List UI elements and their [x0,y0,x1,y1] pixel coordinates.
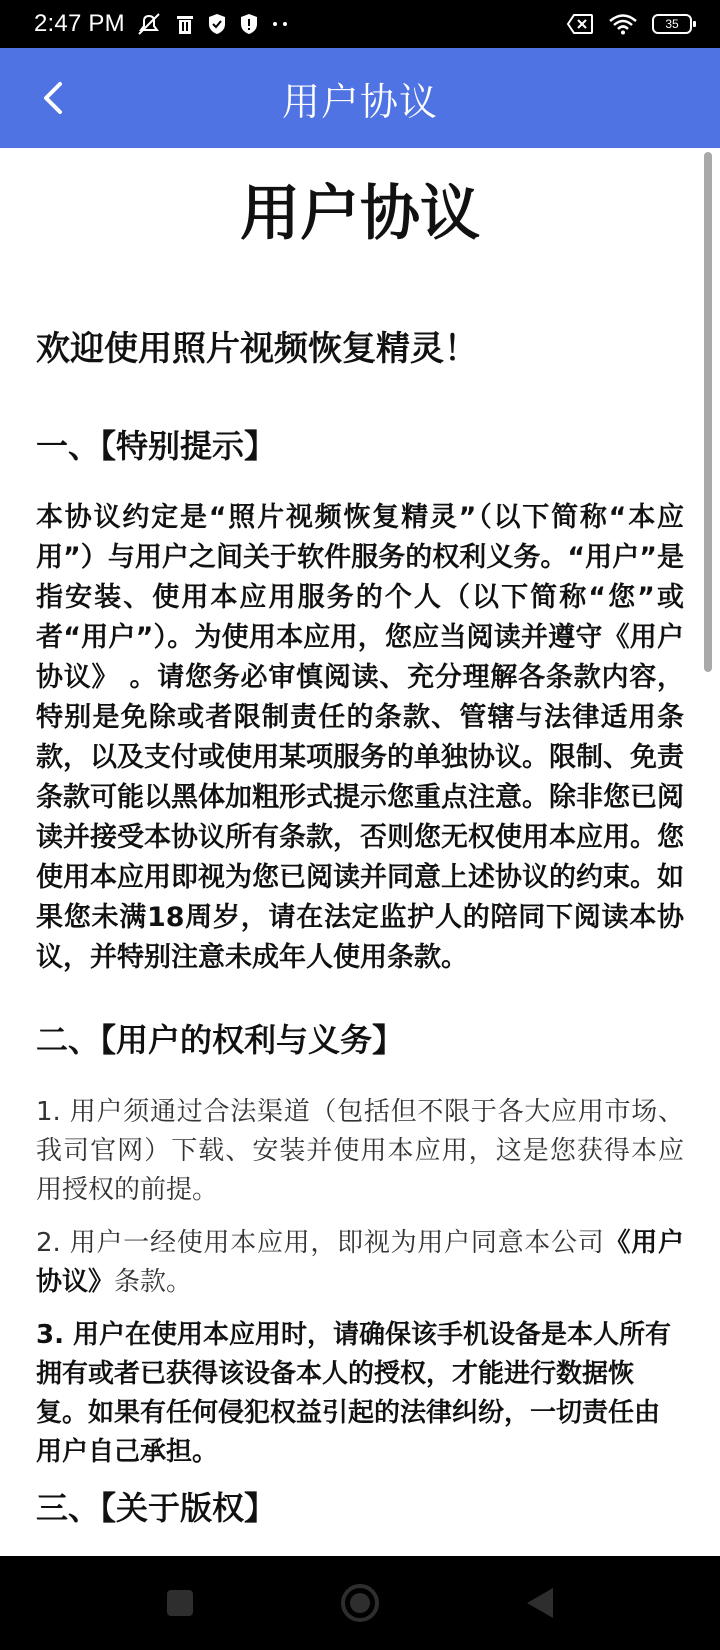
nav-home-button[interactable] [330,1573,390,1633]
status-left [34,10,289,38]
security-alert-icon [239,13,259,35]
nav-recents-button[interactable] [150,1573,210,1633]
sim-disabled-icon [566,13,594,35]
shield-icon [207,13,227,35]
circle-home-icon [339,1582,381,1624]
section-1-body: 本协议约定是“照片视频恢复精灵”（以下简称“本应用”）与用户之间关于软件服务的权利义务。“用户”是指安装、使用本应用服务的个人（以下简称“您”或者“用户”）。为使用本应用，您应当阅读并遵守《用户协议》 。请您务必审慎阅读、充分理解各条款内容，特别是免除或者限制责任的条款、管辖与法律适用条款，以及支付或使用某项服务的单独协议。限制、免责条款可能以黑体加粗形式提示您重点注意。除非您已阅读并接受本协议所有条款，否则您无权使用本应用。您使用本应用即视为您已阅读并同意上述协议的约束。如果您未满18周岁，请在法定监护人的陪同下阅读本协议，并特别注意未成年人使用条款。 [36,502,684,973]
section-1-heading: 一、【特别提示】 [36,426,277,465]
scrollbar-thumb[interactable] [704,152,712,672]
battery-indicator [652,14,692,34]
section-2-item-1: 1. 用户须通过合法渠道（包括但不限于各大应用市场、我司官网）下载、安装并使用本应用，这是您获得本应用授权的前提。 [36,1096,684,1205]
item-2-suffix: 条款。 [114,1266,193,1297]
document-title: 用户协议 [240,179,480,249]
section-3-heading: 三、【关于版权】 [36,1488,277,1527]
wifi-icon [608,13,638,35]
battery-level: 35 [665,17,679,31]
status-notification-icons [135,12,289,36]
trash-icon [175,13,195,35]
user-agreement-link-text: 《用户协议》 [36,1227,684,1297]
app-bar [0,48,720,148]
nav-back-button[interactable] [510,1573,570,1633]
status-right [566,13,692,35]
mute-notification-icon [135,12,163,36]
agreement-content[interactable] [0,148,720,1556]
square-recents-icon [165,1588,195,1618]
status-bar [0,0,720,48]
welcome-heading: 欢迎使用照片视频恢复精灵！ [36,329,478,369]
chevron-left-icon [40,80,68,116]
more-dots-icon [271,20,289,28]
status-time: 2:47 PM [34,10,125,37]
triangle-back-icon [525,1586,555,1620]
back-button[interactable] [28,72,80,124]
system-nav-bar [0,1556,720,1650]
app-bar-title: 用户协议 [281,79,438,124]
item-2-prefix: 2. 用户一经使用本应用，即视为用户同意本公司 [36,1227,605,1258]
section-2-item-2 [36,1224,684,1302]
agreement-document [0,148,720,1530]
section-2-item-3: 3. 用户在使用本应用时，请确保该手机设备是本人所有拥有或者已获得该设备本人的授权，才能进行数据恢复。如果有任何侵犯权益引起的法律纠纷，一切责任由用户自己承担。 [36,1319,672,1467]
section-2-heading: 二、【用户的权利与义务】 [36,1020,405,1059]
scrollbar[interactable] [704,152,712,672]
